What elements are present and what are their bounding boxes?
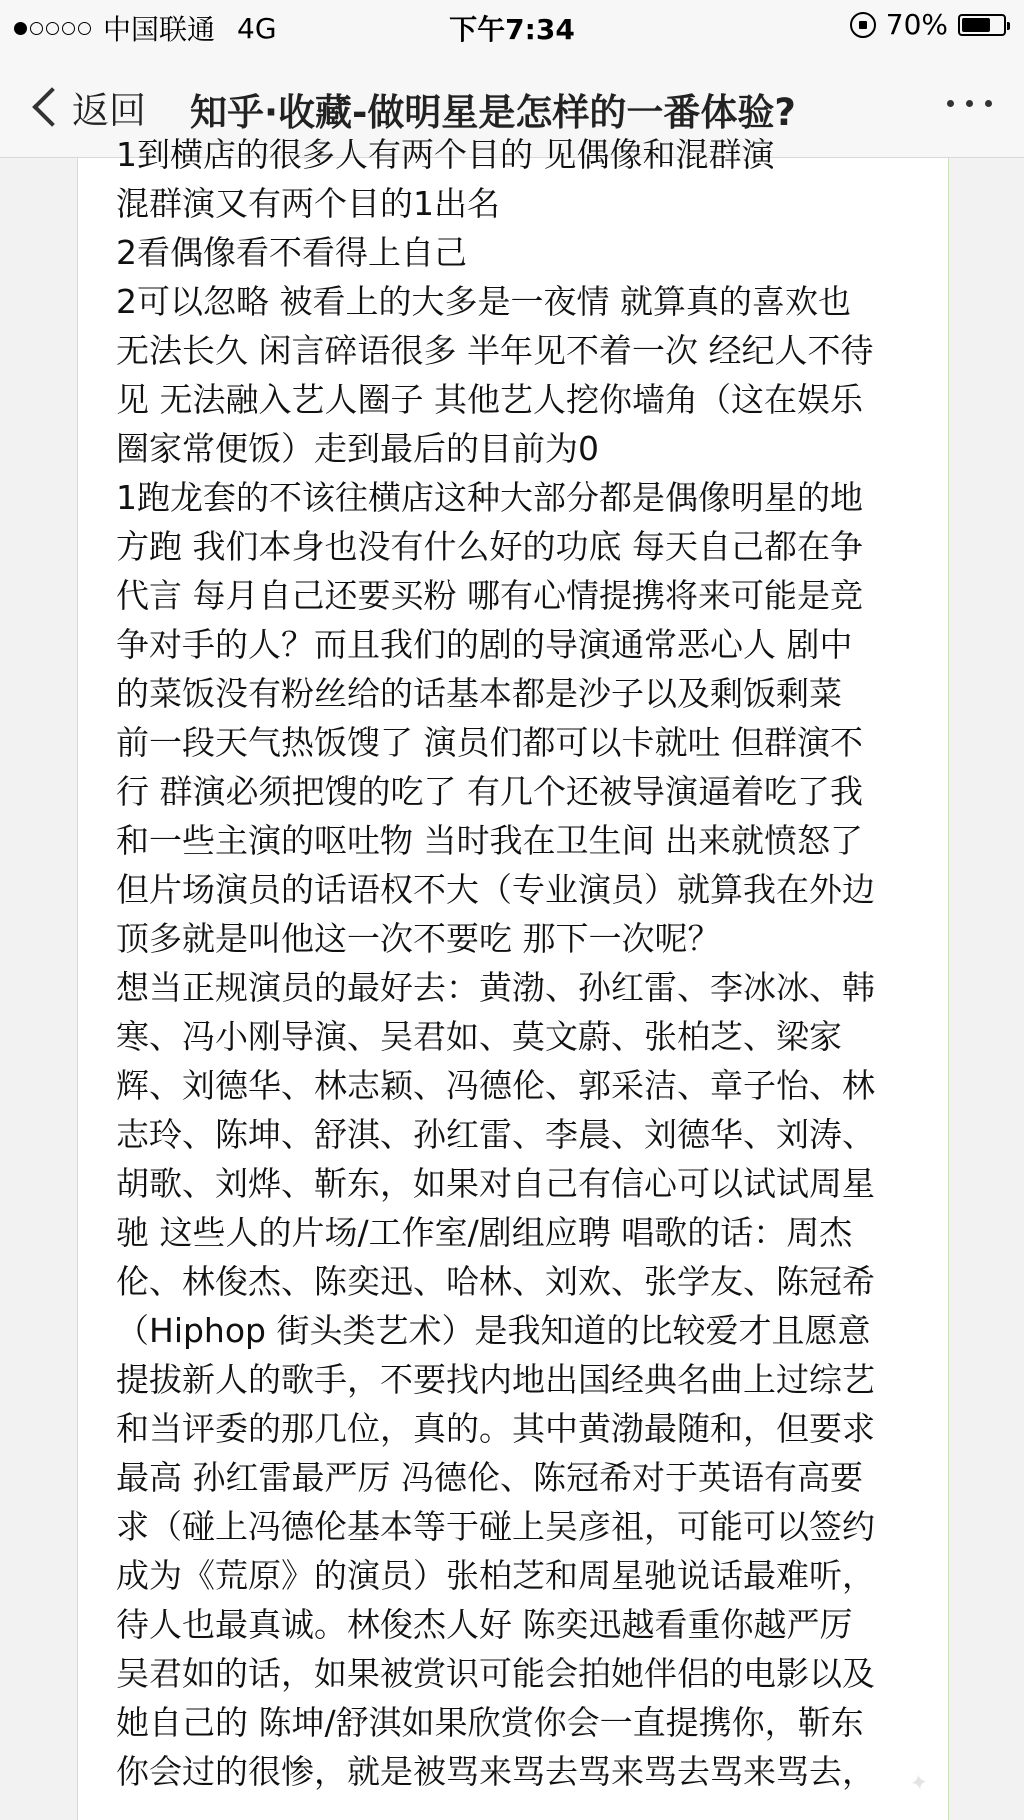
- article-line: 和一些主演的呕吐物 当时我在卫生间 出来就愤怒了: [116, 821, 863, 860]
- article-line: （Hiphop 街头类艺术）是我知道的比较爱才且愿意: [116, 1311, 871, 1350]
- article-line: 1跑龙套的不该往横店这种大部分都是偶像明星的地: [116, 478, 863, 517]
- article-line: 的菜饭没有粉丝给的话基本都是沙子以及剩饭剩菜: [116, 674, 842, 713]
- article-line: 前一段天气热饭馊了 演员们都可以卡就吐 但群演不: [116, 723, 863, 762]
- battery-icon: [958, 14, 1006, 36]
- more-dot-icon: [966, 100, 973, 107]
- article-line: 吴君如的话，如果被赏识可能会拍她伴侣的电影以及: [116, 1654, 875, 1693]
- back-label: 返回: [72, 89, 146, 132]
- more-dot-icon: [985, 100, 992, 107]
- article-line: 辉、刘德华、林志颖、冯德伦、郭采洁、章子怡、林: [116, 1066, 875, 1105]
- rotation-lock-icon: [850, 12, 876, 38]
- status-bar: [0, 0, 1024, 52]
- article-line: 想当正规演员的最好去：黄渤、孙红雷、李冰冰、韩: [116, 968, 875, 1007]
- page-title: 知乎·收藏-做明星是怎样的一番体验?: [190, 91, 796, 134]
- article-line: 求（碰上冯德伦基本等于碰上吴彦祖，可能可以签约: [116, 1507, 875, 1546]
- article-line: 胡歌、刘烨、靳东，如果对自己有信心可以试试周星: [116, 1164, 875, 1203]
- article-line: 无法长久 闲言碎语很多 半年见不着一次 经纪人不待: [116, 331, 874, 370]
- more-dot-icon: [947, 100, 954, 107]
- article-line: 她自己的 陈坤/舒淇如果欣赏你会一直提携你，靳东: [116, 1703, 864, 1742]
- article-line: 行 群演必须把馊的吃了 有几个还被导演逼着吃了我: [116, 772, 863, 811]
- status-time: 下午7:34: [449, 13, 575, 46]
- article-line: 你会过的很惨，就是被骂来骂去骂来骂去骂来骂去，: [116, 1752, 875, 1791]
- article-line: 1到横店的很多人有两个目的 见偶像和混群演: [116, 135, 775, 174]
- article-line: 伦、林俊杰、陈奕迅、哈林、刘欢、张学友、陈冠希: [116, 1262, 875, 1301]
- article-line: 寒、冯小刚导演、吴君如、莫文蔚、张柏芝、梁家: [116, 1017, 842, 1056]
- article-line: 成为《荒原》的演员）张柏芝和周星驰说话最难听，: [116, 1556, 875, 1595]
- carrier-label: 中国联通: [103, 13, 216, 46]
- article-line: 2可以忽略 被看上的大多是一夜情 就算真的喜欢也: [116, 282, 851, 321]
- watermark: ✦: [907, 1769, 930, 1798]
- article-body: [116, 130, 916, 1796]
- back-button[interactable]: [28, 80, 146, 134]
- article-line: 顶多就是叫他这一次不要吃 那下一次呢？: [116, 919, 721, 958]
- more-options-button[interactable]: [947, 100, 992, 107]
- article-line: 志玲、陈坤、舒淇、孙红雷、李晨、刘德华、刘涛、: [116, 1115, 875, 1154]
- battery-group: [850, 8, 1006, 41]
- article-line: 见 无法融入艺人圈子 其他艺人挖你墙角（这在娱乐: [116, 380, 863, 419]
- article-line: 最高 孙红雷最严厉 冯德伦、陈冠希对于英语有高要: [116, 1458, 863, 1497]
- network-label: 4G: [237, 11, 277, 45]
- article-line: 圈家常便饭）走到最后的目前为0: [116, 429, 599, 468]
- article-line: 但片场演员的话语权不大（专业演员）就算我在外边: [116, 870, 875, 909]
- chevron-left-icon: [32, 87, 72, 127]
- article-line: 2看偶像看不看得上自己: [116, 233, 467, 272]
- article-line: 方跑 我们本身也没有什么好的功底 每天自己都在争: [116, 527, 863, 566]
- article-line: 代言 每月自己还要买粉 哪有心情提携将来可能是竞: [116, 576, 863, 615]
- article-line: 驰 这些人的片场/工作室/剧组应聘 唱歌的话：周杰: [116, 1213, 853, 1252]
- article-line: 待人也最真诚。林俊杰人好 陈奕迅越看重你越严厉: [116, 1605, 853, 1644]
- article-line: 混群演又有两个目的1出名: [116, 184, 500, 223]
- article-line: 和当评委的那几位，真的。其中黄渤最随和，但要求: [116, 1409, 875, 1448]
- article-line: 争对手的人？而且我们的剧的导演通常恶心人 剧中: [116, 625, 853, 664]
- battery-percent: 70%: [885, 8, 948, 41]
- article-card[interactable]: [77, 135, 949, 1820]
- article-line: 提拔新人的歌手，不要找内地出国经典名曲上过综艺: [116, 1360, 875, 1399]
